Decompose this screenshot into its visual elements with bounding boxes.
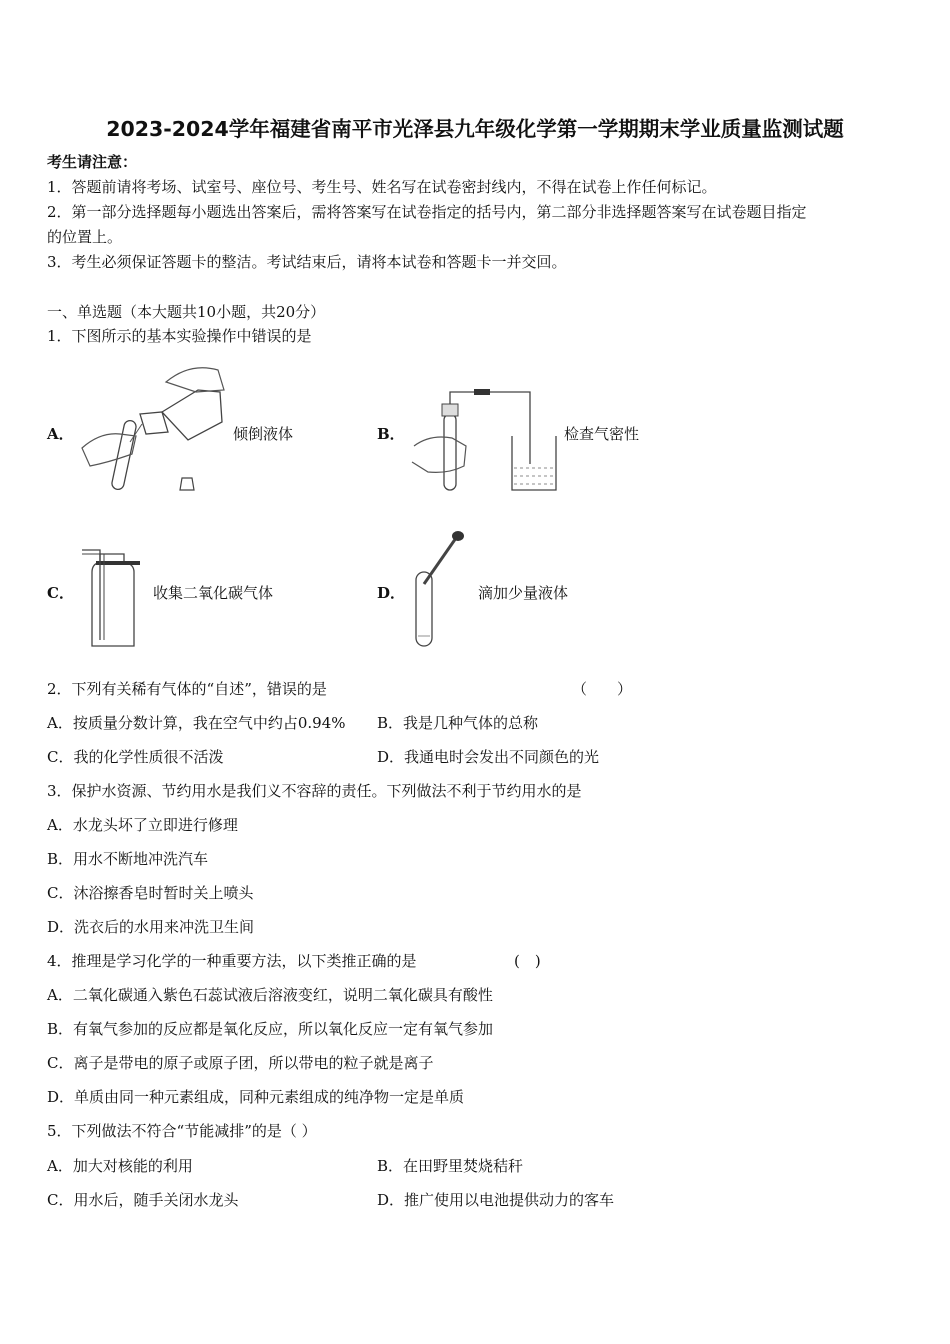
q2-option-a: A．按质量分数计算，我在空气中约占0.94% [47, 714, 346, 732]
q2-stem: 2．下列有关稀有气体的“自述”，错误的是 [47, 680, 327, 698]
q5-option-c: C．用水后，随手关闭水龙头 [47, 1191, 239, 1209]
dropper-figure [408, 528, 470, 650]
q1-option-a-label: A． [47, 425, 74, 443]
airtightness-check-figure [408, 386, 560, 494]
gas-collection-bottle-figure [78, 546, 146, 650]
section-heading: 一、单选题（本大题共10小题，共20分） [47, 303, 326, 321]
notice-item-1: 1．答题前请将考场、试室号、座位号、考生号、姓名写在试卷密封线内，不得在试卷上作任何标记。 [47, 178, 717, 196]
q5-option-a: A．加大对核能的利用 [47, 1157, 193, 1175]
q4-option-c: C．离子是带电的原子或原子团，所以带电的粒子就是离子 [47, 1054, 434, 1072]
q3-option-d: D．洗衣后的水用来冲洗卫生间 [47, 918, 255, 936]
q2-answer-paren: （ ） [572, 680, 633, 698]
q3-option-c: C．沐浴擦香皂时暂时关上喷头 [47, 884, 254, 902]
pouring-liquid-figure [80, 362, 230, 494]
q1-option-c-label: C． [47, 584, 74, 602]
q1-option-a-text: 倾倒液体 [233, 425, 294, 443]
notice-heading: 考生请注意： [47, 153, 138, 171]
q1-option-b-text: 检查气密性 [564, 425, 640, 443]
q1-stem: 1．下图所示的基本实验操作中错误的是 [47, 327, 312, 345]
q2-option-c: C．我的化学性质很不活泼 [47, 748, 224, 766]
q3-stem: 3．保护水资源、节约用水是我们义不容辞的责任。下列做法不利于节约用水的是 [47, 782, 582, 800]
notice-item-2: 2．第一部分选择题每小题选出答案后，需将答案写在试卷指定的括号内，第二部分非选择题答案写在试卷题目指定 [47, 203, 807, 221]
notice-item-3: 3．考生必须保证答题卡的整洁。考试结束后，请将本试卷和答题卡一并交回。 [47, 253, 567, 271]
q4-stem: 4．推理是学习化学的一种重要方法，以下类推正确的是 [47, 952, 417, 970]
q3-option-a: A．水龙头坏了立即进行修理 [47, 816, 238, 834]
q4-option-a: A．二氧化碳通入紫色石蕊试液后溶液变红，说明二氧化碳具有酸性 [47, 986, 493, 1004]
page-title: 2023-2024学年福建省南平市光泽县九年级化学第一学期期末学业质量监测试题 [106, 117, 844, 141]
q1-option-d-text: 滴加少量液体 [478, 584, 569, 602]
q4-option-d: D．单质由同一种元素组成，同种元素组成的纯净物一定是单质 [47, 1088, 465, 1106]
q3-option-b: B．用水不断地冲洗汽车 [47, 850, 209, 868]
q1-option-d-label: D． [377, 584, 406, 602]
q2-option-d: D．我通电时会发出不同颜色的光 [377, 748, 600, 766]
q1-option-b-label: B． [377, 425, 405, 443]
q2-option-b: B．我是几种气体的总称 [377, 714, 539, 732]
notice-item-2-cont: 的位置上。 [47, 228, 123, 246]
q4-answer-paren: ( ) [514, 952, 541, 970]
q5-stem: 5．下列做法不符合“节能减排”的是（ ） [47, 1122, 317, 1140]
q5-option-d: D．推广使用以电池提供动力的客车 [377, 1191, 615, 1209]
q4-option-b: B．有氧气参加的反应都是氧化反应，所以氧化反应一定有氧气参加 [47, 1020, 494, 1038]
q1-option-c-text: 收集二氧化碳气体 [153, 584, 274, 602]
q5-option-b: B．在田野里焚烧秸秆 [377, 1157, 524, 1175]
